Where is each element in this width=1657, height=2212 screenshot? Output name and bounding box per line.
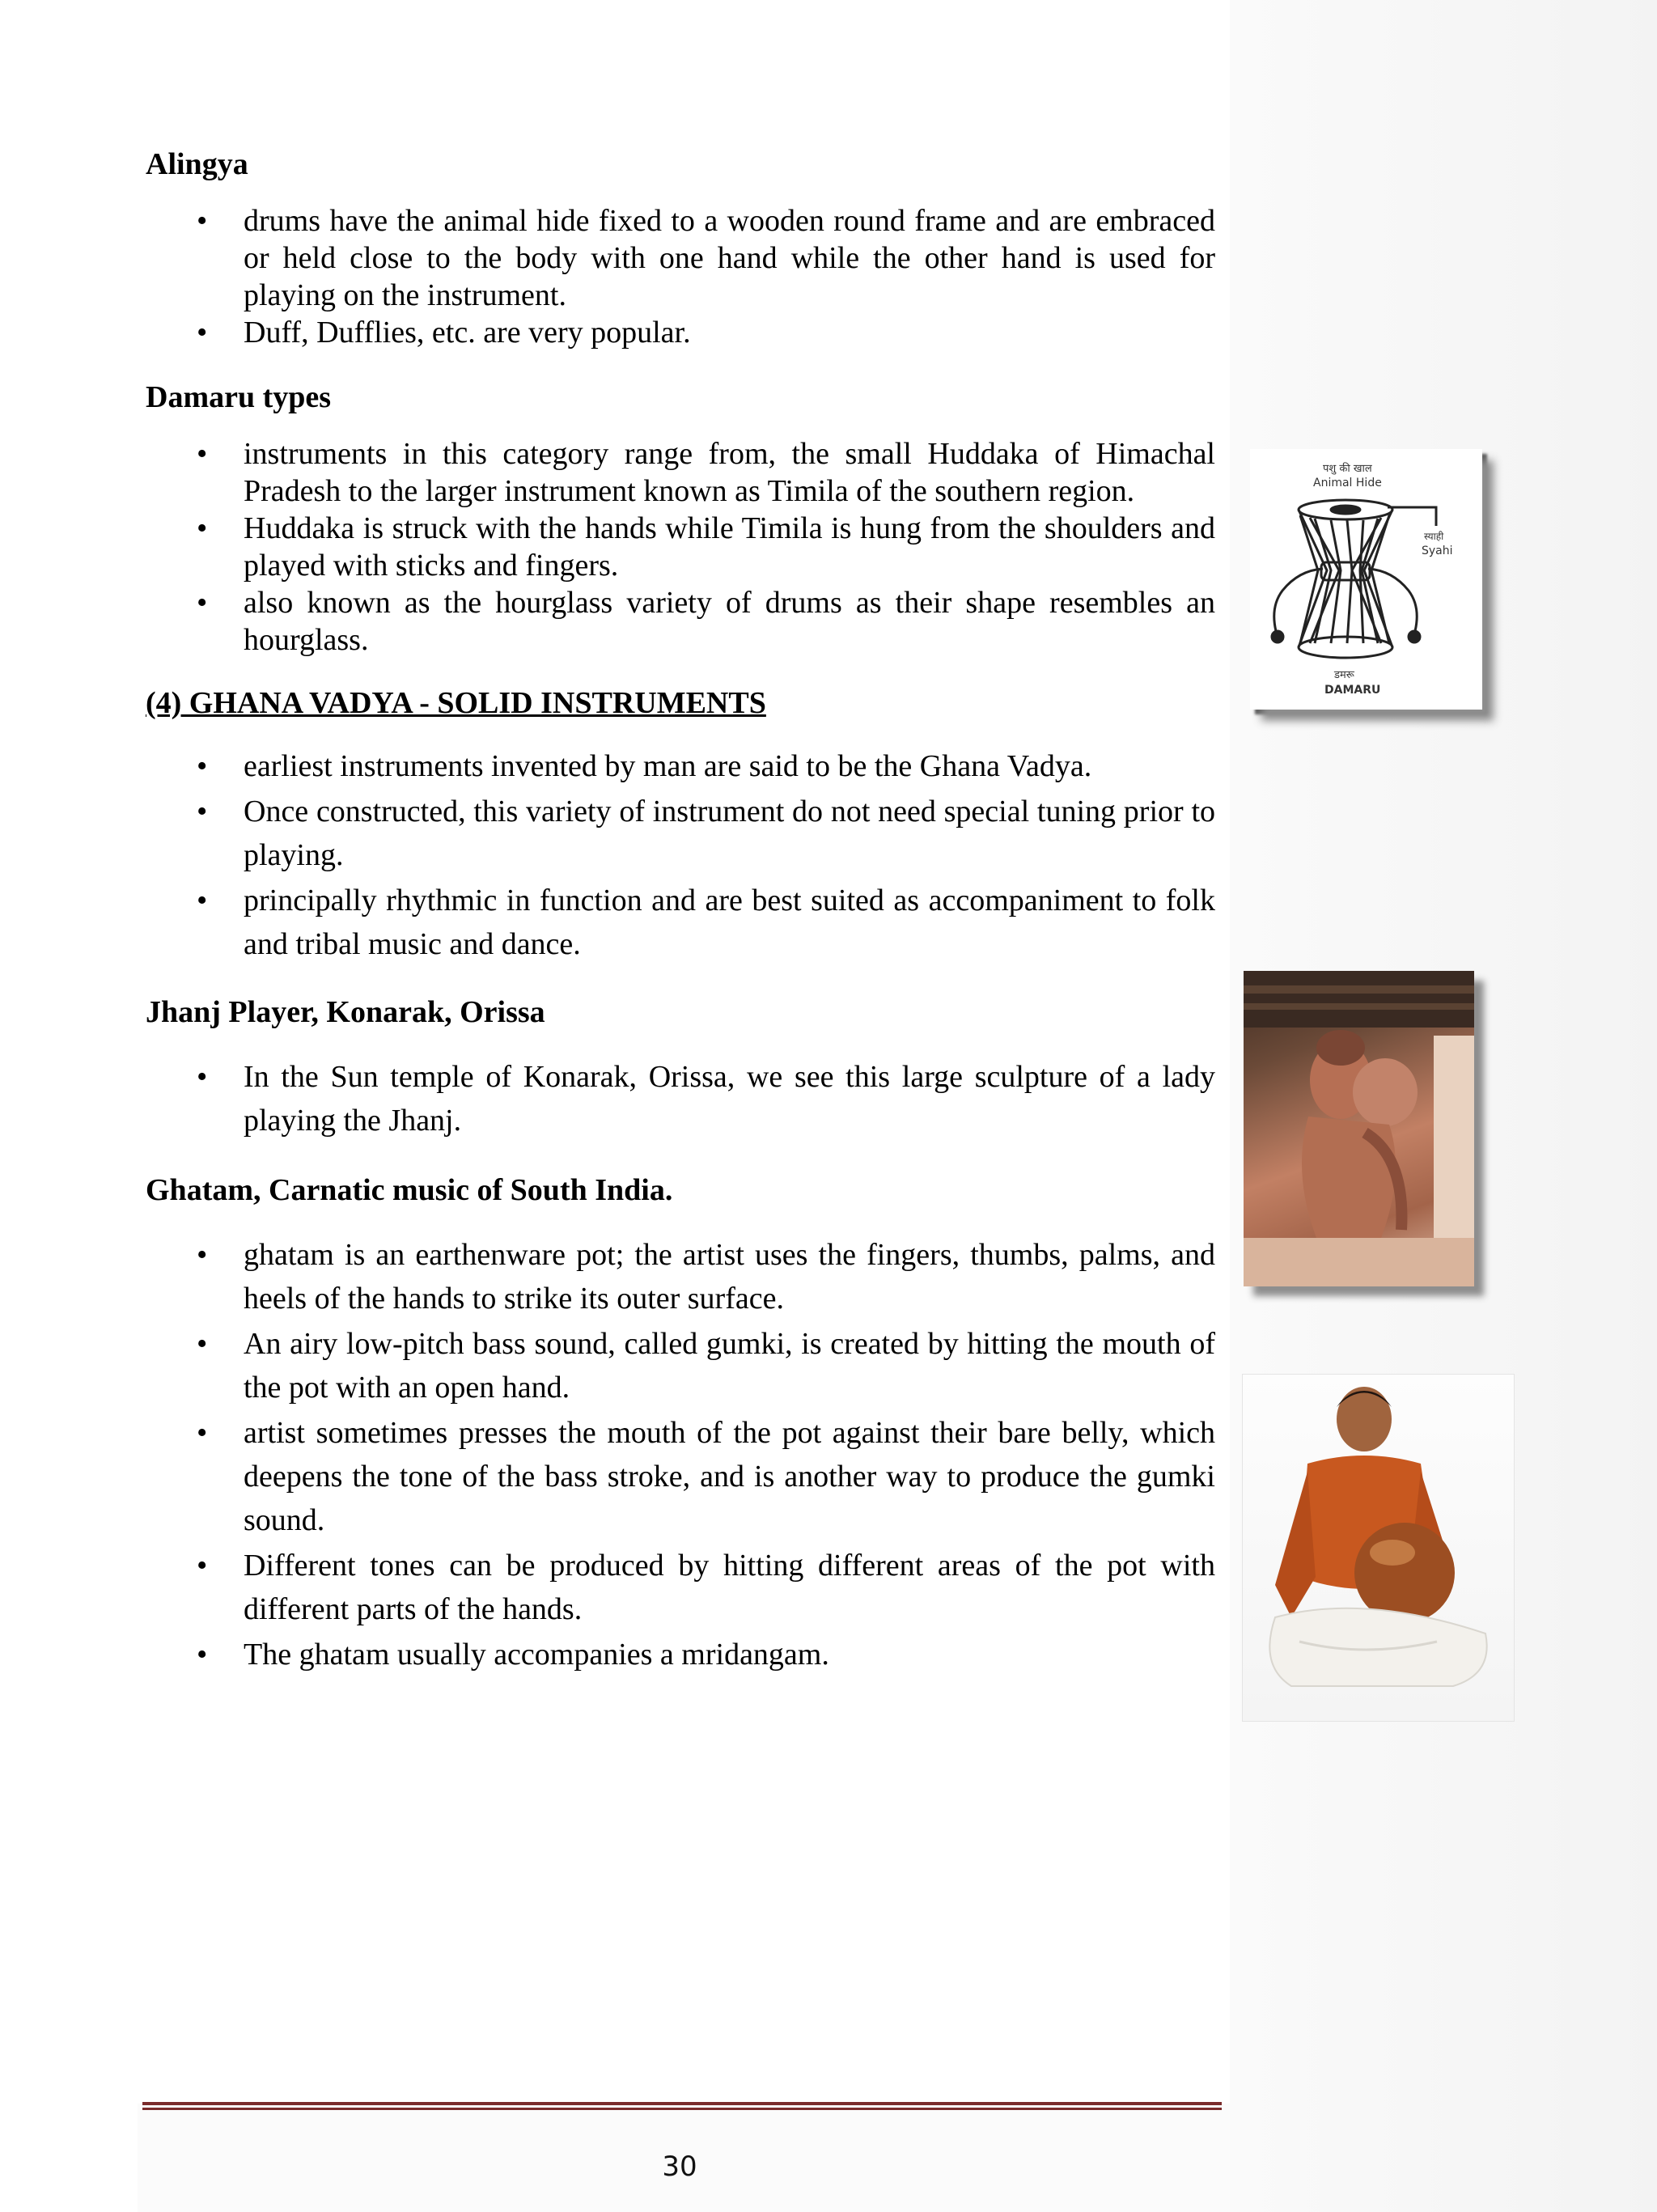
heading-jhanj: Jhanj Player, Konarak, Orissa xyxy=(146,995,545,1029)
list-item: • also known as the hourglass variety of drums as their shape resembles an hourglass. xyxy=(146,584,1215,659)
list-item: • The ghatam usually accompanies a mridangam. xyxy=(146,1633,1215,1676)
list-item: • Huddaka is struck with the hands while Timila is hung from the shoulders and played with sticks and fingers. xyxy=(146,510,1215,584)
damaru-label-name-hindi: डमरू xyxy=(1334,669,1354,681)
list-damaru xyxy=(146,435,1215,659)
list-item: • Different tones can be produced by hitting different areas of the pot with different parts of the hands. xyxy=(146,1544,1215,1631)
list-item: • An airy low-pitch bass sound, called gumki, is created by hitting the mouth of the pot with an open hand. xyxy=(146,1322,1215,1409)
heading-damaru: Damaru types xyxy=(146,380,332,414)
list-ghana-vadya xyxy=(146,744,1215,966)
sculpture-photo-icon xyxy=(1244,971,1474,1286)
footer-rule xyxy=(142,2102,1222,2113)
heading-ghatam: Ghatam, Carnatic music of South India. xyxy=(146,1173,673,1207)
list-item: • principally rhythmic in function and are best suited as accompaniment to folk and tribal music and dance. xyxy=(146,879,1215,966)
damaru-figure xyxy=(1250,449,1482,710)
list-item: • drums have the animal hide fixed to a wooden round frame and are embraced or held close to the body with one hand while the other hand is used for playing on the instrument. xyxy=(146,202,1215,314)
page-body xyxy=(146,138,1215,1678)
damaru-label-name: DAMARU xyxy=(1324,684,1381,697)
page-number: 30 xyxy=(662,2151,697,2183)
damaru-label-hide: Animal Hide xyxy=(1313,477,1382,489)
list-jhanj xyxy=(146,1055,1215,1142)
heading-alingya: Alingya xyxy=(146,147,248,181)
damaru-label-syahi: Syahi xyxy=(1422,545,1453,557)
list-item: • Once constructed, this variety of instrument do not need special tuning prior to playing. xyxy=(146,790,1215,877)
damaru-label-syahi-hindi: स्याही xyxy=(1424,531,1444,542)
list-item: • instruments in this category range from, the small Huddaka of Himachal Pradesh to the larger instrument known as Timila of the southern region. xyxy=(146,435,1215,510)
ghatam-performer-photo xyxy=(1242,1374,1515,1722)
footer-rule-thick xyxy=(142,2102,1222,2105)
list-item: • earliest instruments invented by man are said to be the Ghana Vadya. xyxy=(146,744,1215,788)
list-item: • ghatam is an earthenware pot; the artist uses the fingers, thumbs, palms, and heels of the hands to strike its outer surface. xyxy=(146,1233,1215,1320)
footer-rule-thin xyxy=(142,2108,1222,2110)
damaru-drawing xyxy=(1250,449,1482,710)
damaru-label-hide-hindi: पशु की खाल xyxy=(1323,463,1372,475)
jhanj-sculpture-photo xyxy=(1244,971,1474,1286)
list-item: • Duff, Dufflies, etc. are very popular. xyxy=(146,314,1215,351)
list-ghatam xyxy=(146,1233,1215,1676)
heading-ghana-vadya: (4) GHANA VADYA - SOLID INSTRUMENTS xyxy=(146,686,766,720)
performer-photo-icon xyxy=(1243,1375,1514,1721)
list-item: • In the Sun temple of Konarak, Orissa, we see this large sculpture of a lady playing the Jhanj. xyxy=(146,1055,1215,1142)
list-item: • artist sometimes presses the mouth of the pot against their bare belly, which deepens the tone of the bass stroke, and is another way to produce the gumki sound. xyxy=(146,1411,1215,1542)
list-alingya xyxy=(146,202,1215,351)
